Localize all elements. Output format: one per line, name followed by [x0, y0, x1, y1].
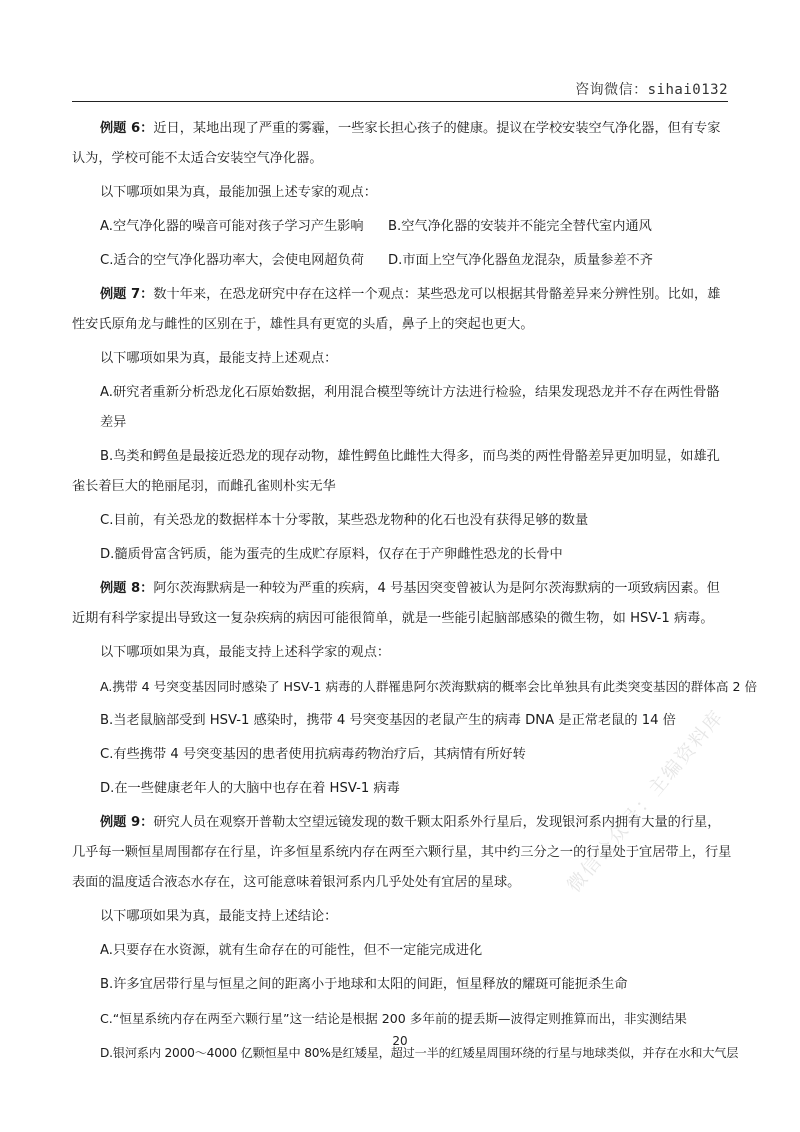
example-7-stem	[72, 280, 732, 340]
example-7-option-d: D.髓质骨富含钙质，能为蛋壳的生成贮存原料，仅存在于产卵雌性恐龙的长骨中	[100, 547, 563, 562]
example-8-question: 以下哪项如果为真，最能支持上述科学家的观点：	[100, 645, 391, 660]
example-7-question: 以下哪项如果为真，最能支持上述观点：	[100, 351, 338, 366]
watermark: 微信公众号：主编资料库	[563, 705, 729, 897]
example-6-option-b: B.空气净化器的安装并不能完全替代室内通风	[388, 219, 652, 234]
example-8-option-a: A.携带 4 号突变基因同时感染了 HSV-1 病毒的人群罹患阿尔茨海默病的概率会比单独具有此类突变基因的群体高 2 倍	[100, 679, 758, 694]
example-6-stem	[72, 114, 732, 174]
example-9-option-b: B.许多宜居带行星与恒星之间的距离小于地球和太阳的间距，恒星释放的耀斑可能扼杀生命	[100, 977, 628, 992]
example-7-option-b: B.鸟类和鳄鱼是最接近恐龙的现存动物，雄性鳄鱼比雌性大得多，而鸟类的两性骨骼差异更加明显，如雄孔雀长着巨大的艳丽尾羽，而雌孔雀则朴实无华	[72, 449, 720, 494]
header-rule	[72, 101, 728, 102]
example-8-label: 例题 8：	[100, 581, 154, 596]
example-7-option-a: A.研究者重新分析恐龙化石原始数据，利用混合模型等统计方法进行检验，结果发现恐龙并不存在两性骨骼差异	[100, 385, 720, 430]
example-9-option-d: D.银河系内 2000～4000 亿颗恒星中 80%是红矮星，超过一半的红矮星周围环绕的行星与地球类似，并存在水和大气层	[100, 1046, 739, 1060]
example-8-text: 阿尔茨海默病是一种较为严重的疾病，4 号基因突变曾被认为是阿尔茨海默病的一项致病因素。但近期有科学家提出导致这一复杂疾病的病因可能很简单，就是一些能引起脑部感染的微生物，如 HSV-1 病毒。	[72, 581, 720, 626]
example-6-option-d: D.市面上空气净化器鱼龙混杂，质量参差不齐	[388, 253, 653, 268]
example-8-option-c: C.有些携带 4 号突变基因的患者使用抗病毒药物治疗后，其病情有所好转	[100, 747, 526, 762]
example-6-text: 近日，某地出现了严重的雾霾，一些家长担心孩子的健康。提议在学校安装空气净化器，但有专家认为，学校可能不太适合安装空气净化器。	[72, 121, 721, 166]
example-6-option-a: A.空气净化器的噪音可能对孩子学习产生影响	[100, 219, 364, 234]
example-8-stem	[72, 574, 732, 634]
example-7-text: 数十年来，在恐龙研究中存在这样一个观点：某些恐龙可以根据其骨骼差异来分辨性别。比如，雄性安氏原角龙与雌性的区别在于，雄性具有更宽的头盾，鼻子上的突起也更大。	[72, 287, 721, 332]
example-8-option-b: B.当老鼠脑部受到 HSV-1 感染时，携带 4 号突变基因的老鼠产生的病毒 DNA 是正常老鼠的 14 倍	[100, 713, 676, 728]
example-9-option-a: A.只要存在水资源，就有生命存在的可能性，但不一定能完成进化	[100, 943, 483, 958]
example-9-text: 研究人员在观察开普勒太空望远镜发现的数千颗太阳系外行星后，发现银河系内拥有大量的行星，几乎每一颗恒星周围都存在行星，许多恒星系统内存在两至六颗行星，其中约三分之一的行星处于宜居带上，行星表面的温度适合液态水存在，这可能意味着银河系内几乎处处有宜居的星球。	[72, 815, 732, 890]
example-8-option-d: D.在一些健康老年人的大脑中也存在着 HSV-1 病毒	[100, 781, 400, 796]
example-6-label: 例题 6：	[100, 121, 154, 136]
page-number: 20	[392, 1034, 408, 1048]
example-7-label: 例题 7：	[100, 287, 154, 302]
example-9-question: 以下哪项如果为真，最能支持上述结论：	[100, 909, 338, 924]
example-9-stem	[72, 808, 732, 898]
example-6-question: 以下哪项如果为真，最能加强上述专家的观点：	[100, 185, 377, 200]
header-contact: 咨询微信：sihai0132	[575, 82, 728, 98]
example-9-option-c: C.“恒星系统内存在两至六颗行星”这一结论是根据 200 多年前的提丢斯—波得定则推算而出，非实测结果	[100, 1011, 687, 1026]
example-7-option-c: C.目前，有关恐龙的数据样本十分零散，某些恐龙物种的化石也没有获得足够的数量	[100, 513, 589, 528]
page-content	[72, 114, 758, 1068]
example-6-option-c: C.适合的空气净化器功率大，会使电网超负荷	[100, 253, 364, 268]
example-6-options-row-1	[72, 212, 732, 242]
example-6-options-row-2	[72, 246, 732, 276]
example-9-label: 例题 9：	[100, 815, 154, 830]
